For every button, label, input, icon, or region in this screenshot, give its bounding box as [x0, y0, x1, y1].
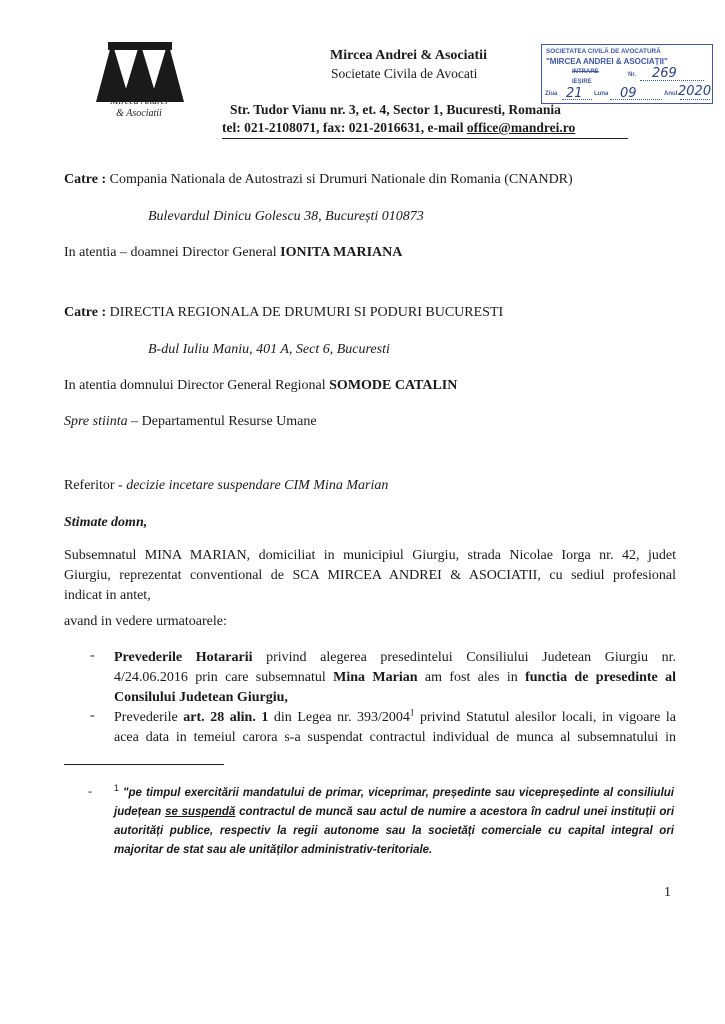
recipient-2-cc — [64, 412, 317, 432]
bullet-2-text-2: din Legea nr. 393/2004 — [268, 710, 410, 725]
recipient-1-attn-name: IONITA MARIANA — [280, 245, 403, 260]
recipient-2-label: Catre : — [64, 305, 107, 320]
recipient-2-cc-dept: – Departamentul Resurse Umane — [127, 414, 317, 429]
logo-text-line-1: Mircea Andrei — [110, 96, 168, 107]
footnote-text-2: contractul de muncă sau actul de numire a acestora în cadrul unei instituții ori autorități publice, respectiv la regii autonome sau la societăți comerciale cu capital integral ori majoritar de stat sau ale unităților administrativ-teritoriale. — [114, 806, 675, 856]
bullet-1-bold-4: Consilului Judetean Giurgiu, — [114, 690, 288, 705]
firm-logo — [92, 42, 188, 142]
bullet-1-text-2: 4/24.06.2016 prin care subsemnatul — [114, 670, 334, 685]
firm-address: Str. Tudor Vianu nr. 3, et. 4, Sector 1, Bucuresti, Romania — [230, 102, 561, 117]
bullet-2-text-1: Prevederile — [114, 710, 184, 725]
stamp-anul-value: 2020 — [678, 84, 712, 99]
firm-type: Societate Civila de Avocati — [331, 66, 478, 81]
stamp-ziua-label: Ziua — [545, 91, 558, 97]
registration-stamp — [541, 44, 713, 104]
intro-line-3: indicat in antet, — [64, 588, 151, 603]
recipient-2-attention — [64, 376, 457, 396]
bullet-2-text-3: privind Statutul alesilor locali, in vigoare la — [414, 710, 676, 725]
stamp-ziua-value: 21 — [566, 86, 583, 101]
subject-line — [64, 476, 388, 496]
bullet-1-text-1: privind alegerea presedintelui Consiliului Judetean Giurgiu nr. — [252, 650, 677, 665]
firm-name: Mircea Andrei & Asociatii — [330, 48, 487, 63]
intro-line-1: Subsemnatul MINA MARIAN, domiciliat in municipiul Giurgiu, strada Nicolae Iorga nr. 42, judet — [64, 548, 676, 563]
footnote-text-1: "pe timpul exercitării mandatului de primar, viceprimar, președinte sau vicepreședinte al consiliului județean — [114, 787, 674, 818]
stamp-anul-label: Anul — [664, 91, 678, 97]
recipient-2-address: B-dul Iuliu Maniu, 401 A, Sect 6, Bucuresti — [148, 342, 390, 357]
footnote-ref-1[interactable]: 1 — [409, 707, 415, 718]
logo-text — [84, 96, 194, 120]
footnote-1 — [114, 784, 674, 860]
page-number: 1 — [664, 885, 671, 900]
bullet-2 — [114, 708, 676, 748]
footnote-dash: - — [88, 784, 92, 798]
bullet-dash-2: - — [90, 708, 95, 723]
bullet-1-bold-2: Mina Marian — [333, 670, 418, 685]
bullet-2-text-4: acea data in temeiul carora s-a suspendat contractul individual de munca al subsemnatului in — [114, 730, 676, 745]
stamp-intrare-label: INTRARE — [572, 69, 599, 75]
recipient-2-line — [64, 303, 503, 323]
recipient-2-name: DIRECTIA REGIONALA DE DRUMURI SI PODURI BUCURESTI — [109, 305, 504, 320]
salutation: Stimate domn, — [64, 515, 148, 530]
header-divider — [222, 138, 628, 139]
stamp-luna-value: 09 — [620, 86, 637, 101]
recipient-1-label: Catre : — [64, 172, 107, 187]
logo-text-line-2: & Asociatii — [116, 108, 162, 119]
subject-text: decizie incetare suspendare CIM Mina Marian — [126, 478, 389, 493]
recipient-1-attn-prefix: In atentia – doamnei Director General — [64, 245, 281, 260]
recipient-1-line — [64, 170, 573, 190]
intro-line-2: Giurgiu, reprezentat conventional de SCA MIRCEA ANDREI & ASOCIATII, cu sediul profesional — [64, 568, 676, 583]
footnote-marker: 1 — [114, 783, 120, 794]
bullet-2-bold-1: art. 28 alin. 1 — [183, 710, 269, 725]
bullet-1-bold-3: functia de presedinte al — [525, 670, 676, 685]
stamp-luna-label: Luna — [594, 91, 609, 97]
recipient-2-attn-name: SOMODE CATALIN — [329, 378, 458, 393]
recipient-2-attn-prefix: In atentia domnului Director General Regional — [64, 378, 330, 393]
contact-phone-fax: tel: 021-2108071, fax: 021-2016631, e-mail — [222, 120, 467, 135]
recipient-1-address: Bulevardul Dinicu Golescu 38, București 010873 — [148, 209, 424, 224]
footnote-underlined: se suspendă — [165, 806, 236, 818]
stamp-line-2: "MIRCEA ANDREI & ASOCIAȚII" — [546, 57, 668, 66]
bullet-dash-1: - — [90, 648, 95, 663]
bullet-1 — [114, 648, 676, 708]
bullet-1-text-3: am fost ales in — [417, 670, 526, 685]
stamp-line-1: SOCIETATEA CIVILĂ DE AVOCATURĂ — [546, 48, 661, 55]
footnote-divider — [64, 764, 224, 765]
firm-contact — [222, 120, 575, 136]
intro-paragraph — [64, 546, 676, 606]
stamp-nr-value: 269 — [652, 66, 677, 81]
stamp-iesire-label: IEȘIRE — [572, 79, 592, 85]
contact-email-link[interactable]: office@mandrei.ro — [466, 120, 576, 135]
recipient-1-name: Compania Nationala de Autostrazi si Drumuri Nationale din Romania (CNANDR) — [109, 172, 573, 187]
stamp-nr-label: Nr. — [628, 72, 637, 78]
considering-line: avand in vedere urmatoarele: — [64, 614, 227, 629]
recipient-2-cc-prefix: Spre stiinta — [64, 414, 128, 429]
recipient-1-attention — [64, 243, 402, 263]
bullet-1-bold-1: Prevederile Hotararii — [114, 650, 253, 665]
subject-prefix: Referitor - — [64, 478, 127, 493]
